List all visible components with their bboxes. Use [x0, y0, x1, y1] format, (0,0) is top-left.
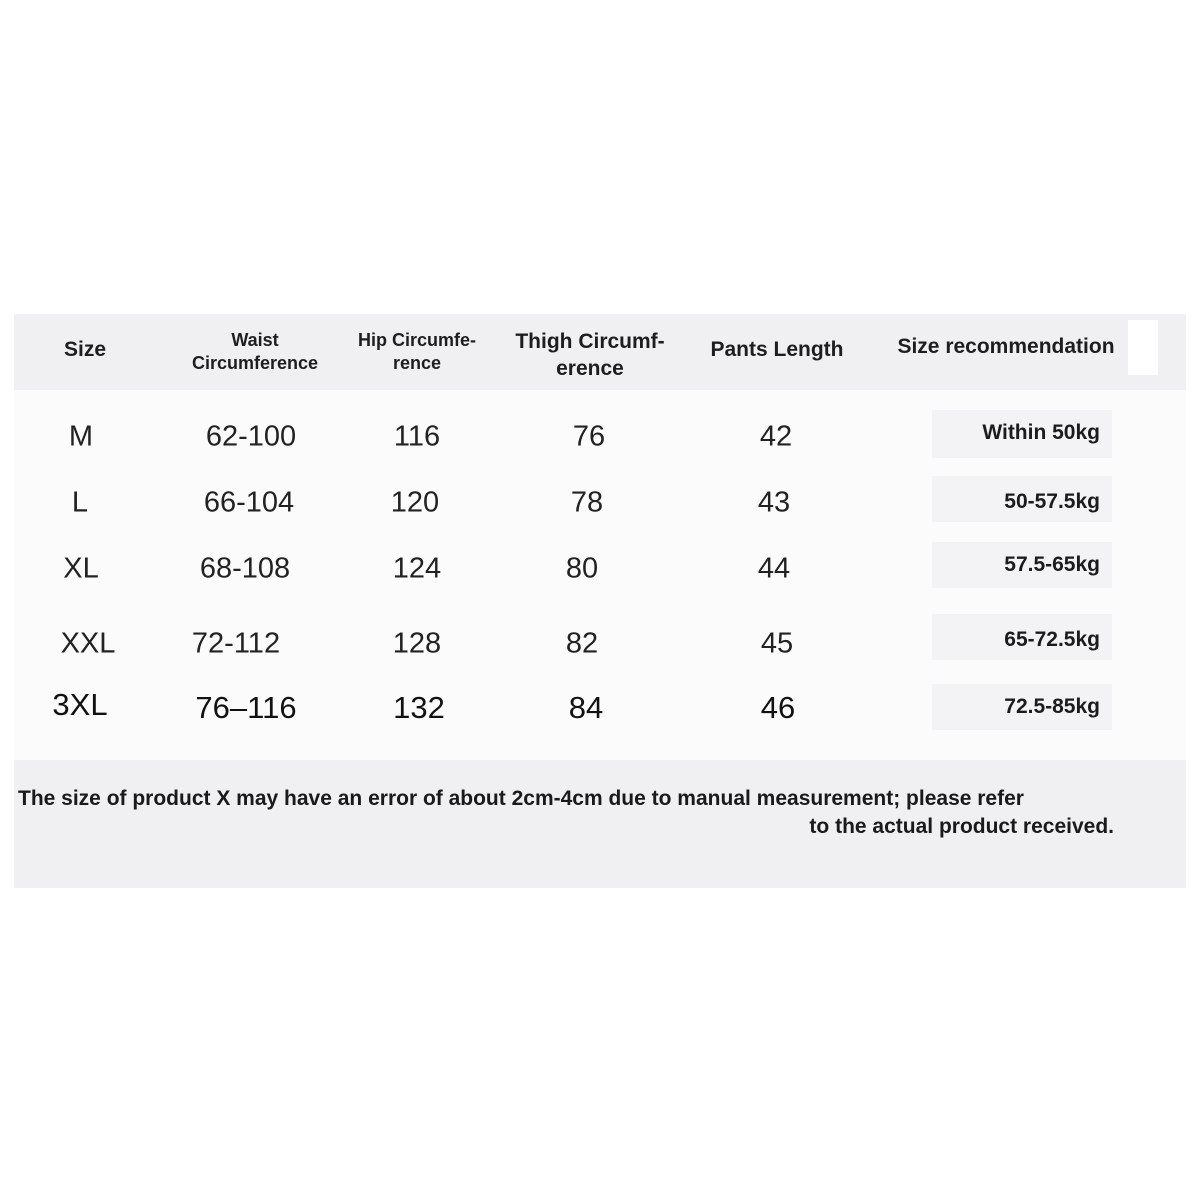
header-hip — [358, 329, 476, 375]
row-hip: 124 — [392, 552, 442, 585]
row-recommendation: 65-72.5kg — [1004, 628, 1100, 651]
row-hip: 132 — [393, 690, 445, 725]
row-recommendation: 50-57.5kg — [1004, 490, 1100, 513]
header-waist-line1: Waist — [231, 330, 279, 350]
header-thigh-line1: Thigh Circumf- — [515, 330, 665, 353]
row-recommendation: 57.5-65kg — [1004, 553, 1100, 576]
measurement-note-line2: to the actual product received. — [809, 815, 1114, 838]
row-size: M — [68, 420, 94, 453]
row-size: 3XL — [52, 687, 108, 722]
header-hip-line2: rence — [392, 353, 442, 373]
header-hip-line1: Hip Circumfe- — [357, 330, 477, 350]
row-size: XL — [63, 552, 99, 585]
row-size: XXL — [60, 627, 116, 660]
row-length: 46 — [760, 690, 796, 725]
row-waist: 72-112 — [191, 627, 281, 660]
row-waist: 66-104 — [203, 486, 295, 519]
header-white-patch — [1128, 320, 1158, 375]
header-thigh — [515, 328, 664, 382]
row-waist: 62-100 — [205, 420, 297, 453]
row-waist: 76–116 — [195, 690, 297, 725]
row-hip: 120 — [390, 486, 440, 519]
row-length: 44 — [757, 552, 791, 585]
row-length: 42 — [759, 420, 793, 453]
header-size: Size — [63, 338, 107, 361]
header-recommendation: Size recommendation — [897, 335, 1115, 358]
row-waist: 68-108 — [199, 552, 291, 585]
row-thigh: 76 — [572, 420, 606, 453]
header-thigh-line2: erence — [556, 357, 624, 380]
row-size: L — [71, 486, 89, 519]
row-thigh: 84 — [568, 690, 604, 725]
row-thigh: 80 — [565, 552, 599, 585]
size-chart — [14, 314, 1186, 888]
row-hip: 128 — [392, 627, 442, 660]
header-waist-line2: Circumference — [191, 353, 319, 373]
row-length: 43 — [757, 486, 791, 519]
row-recommendation: Within 50kg — [982, 421, 1100, 444]
header-pants-length: Pants Length — [710, 338, 844, 361]
row-thigh: 78 — [570, 486, 604, 519]
row-hip: 116 — [393, 420, 441, 453]
row-thigh: 82 — [565, 627, 599, 660]
header-waist — [192, 329, 318, 375]
measurement-note-line1: The size of product X may have an error of about 2cm-4cm due to manual measurement; please refer — [18, 787, 1024, 810]
row-recommendation: 72.5-85kg — [1004, 695, 1100, 718]
row-length: 45 — [760, 627, 794, 660]
